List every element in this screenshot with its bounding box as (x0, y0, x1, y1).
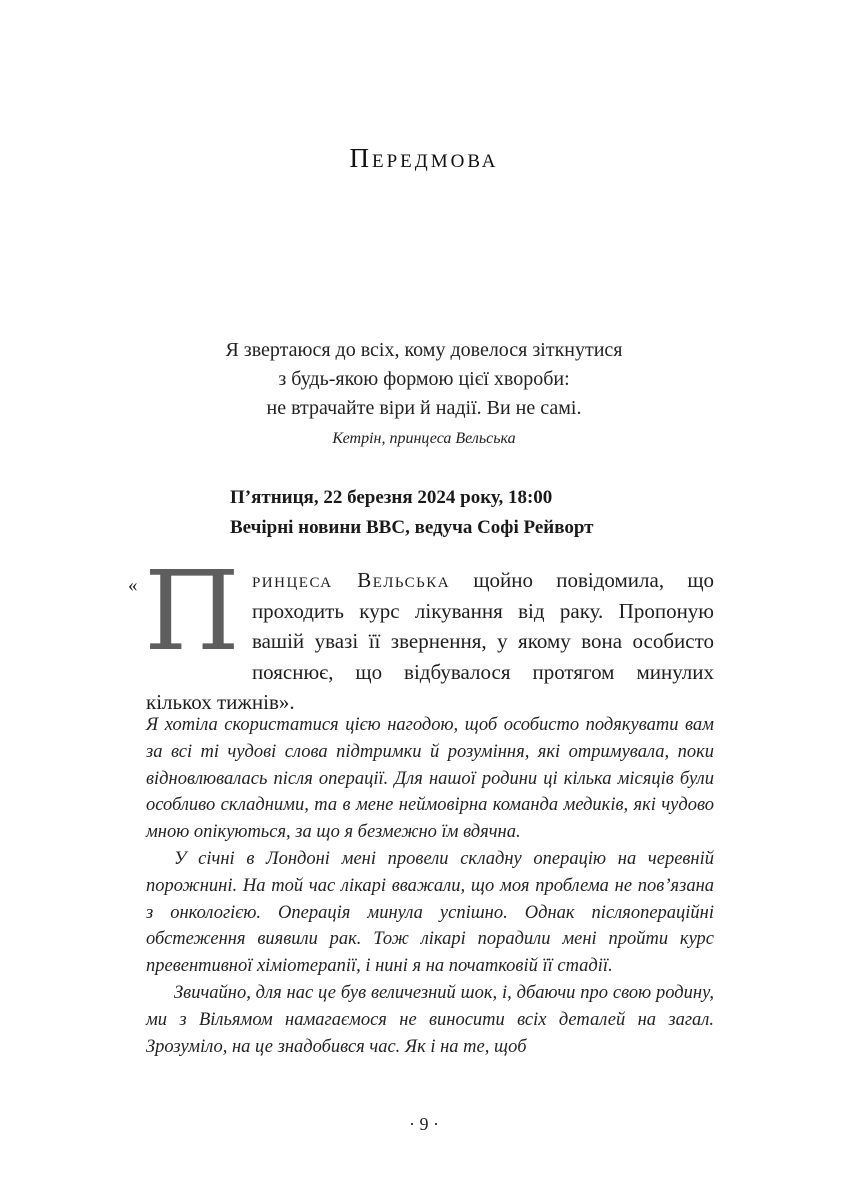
address-paragraph: Звичайно, для нас це був величезний шок, і, дбаючи про свою родину, ми з Вільямом намагаємося не виносити всіх деталей на загал. Зрозуміло, на це знадобився час. Як і на те, щоб (146, 982, 714, 1057)
page-title: Передмова (349, 143, 499, 173)
broadcast-header (230, 483, 710, 543)
epigraph-line: Я звертаюся до всіх, кому довелося зіткнутися (225, 339, 623, 361)
lead-paragraph (128, 547, 714, 718)
address-paragraph: У січні в Лондоні мені провели складну операцію на черевній порожнині. На той час лікарі вважали, що моя проблема не пов’язана з онкологією. Операція минула успішно. Однак післяопераційні обстеження виявили рак. Тож лікарі порадили мені пройти курс превентивної хіміотерапії, і нині я на початковій її стадії. (146, 848, 714, 977)
epigraph (160, 336, 688, 451)
epigraph-line: з будь-якою формою цієї хвороби: (278, 368, 570, 390)
lead-small-caps: ринцеса Вельська (251, 568, 451, 592)
broadcast-date: П’ятниця, 22 березня 2024 року, 18:00 (230, 487, 553, 508)
epigraph-line: не втрачайте віри й надії. Ви не самі. (266, 397, 582, 419)
page-number: · 9 · (409, 1114, 439, 1134)
open-quote: « (128, 575, 138, 596)
lead-text: щойно повідомила, що проходить курс лікування від раку. Пропоную вашій увазі її звернення, у якому вона особисто пояснює, що відбувалося протягом минулих кількох тижнів». (146, 568, 714, 714)
address-paragraph: Я хотіла скористатися цією нагодою, щоб особисто подякувати вам за всі ті чудові слова підтримки й розуміння, які отримувала, поки відновлювалась після операції. Для нашої родини ці кілька місяців були особливо складними, та в мене неймовірна команда медиків, які чудово мною опікуються, за що я безмежно їм вдячна. (146, 715, 714, 843)
broadcast-source: Вечірні новини BBC, ведуча Софі Рейворт (230, 517, 594, 538)
drop-cap: П (144, 547, 240, 675)
epigraph-attribution: Кетрін, принцеса Вельська (332, 430, 516, 447)
address-text (146, 712, 714, 1060)
